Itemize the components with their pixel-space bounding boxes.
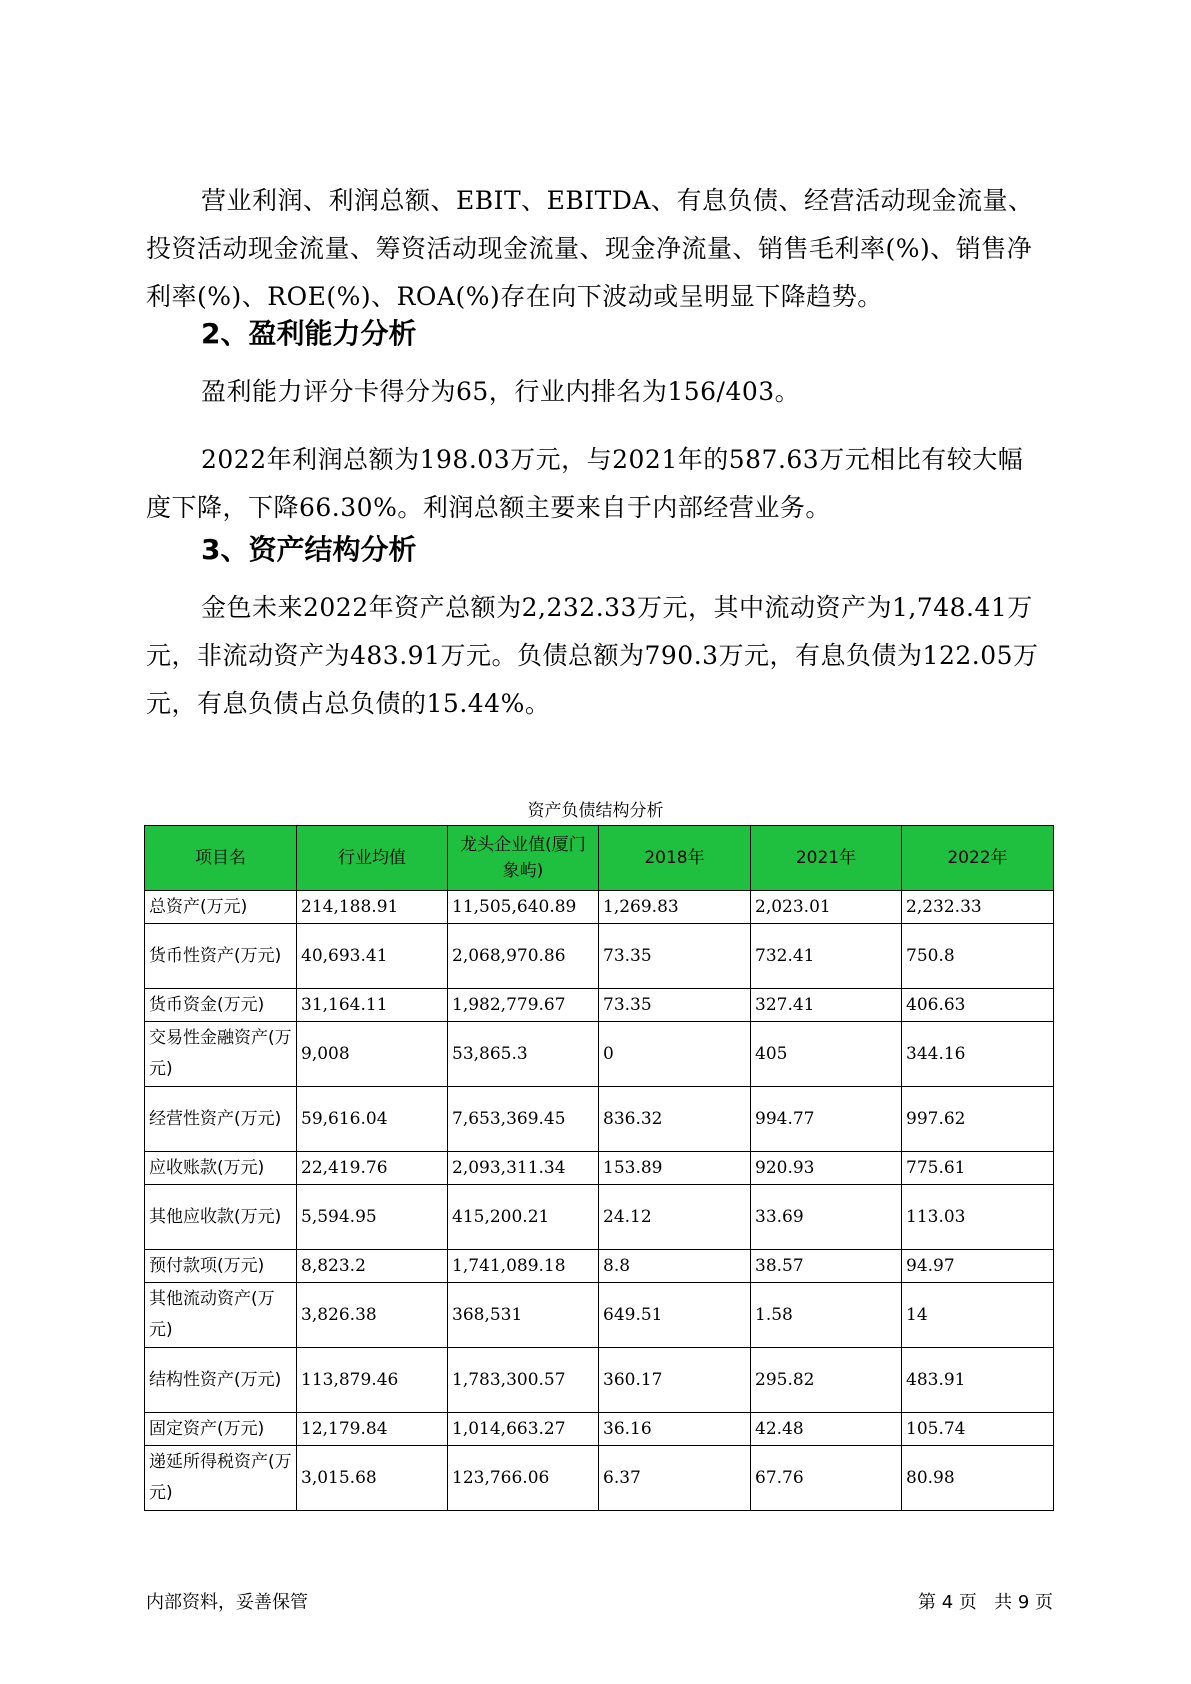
value-cell: 7,653,369.45 (448, 1087, 599, 1152)
table-row (145, 1446, 1054, 1511)
paragraph-profit-score: 盈利能力评分卡得分为65，行业内排名为156/403。 (201, 377, 801, 406)
value-cell: 94.97 (902, 1250, 1054, 1283)
table-row (145, 1152, 1054, 1185)
value-cell: 1,783,300.57 (448, 1348, 599, 1413)
paragraph-profit-total: 2022年利润总额为198.03万元，与2021年的587.63万元相比有较大幅度下降，下降66.30%。利润总额主要来自于内部经营业务。 (146, 445, 1024, 522)
value-cell: 5,594.95 (297, 1185, 448, 1250)
value-cell: 113,879.46 (297, 1348, 448, 1413)
header-2021: 2021年 (751, 826, 902, 891)
value-cell: 80.98 (902, 1446, 1054, 1511)
table-caption: 资产负债结构分析 (527, 801, 664, 821)
value-cell: 1,014,663.27 (448, 1413, 599, 1446)
header-2022: 2022年 (902, 826, 1054, 891)
value-cell: 113.03 (902, 1185, 1054, 1250)
value-cell: 327.41 (751, 989, 902, 1022)
row-label-cell: 其他流动资产(万元) (145, 1283, 297, 1348)
row-label-cell: 交易性金融资产(万元) (145, 1022, 297, 1087)
table-row (145, 989, 1054, 1022)
row-label-cell: 应收账款(万元) (145, 1152, 297, 1185)
row-label-cell: 结构性资产(万元) (145, 1348, 297, 1413)
value-cell: 31,164.11 (297, 989, 448, 1022)
row-label-cell: 固定资产(万元) (145, 1413, 297, 1446)
value-cell: 649.51 (599, 1283, 751, 1348)
value-cell: 123,766.06 (448, 1446, 599, 1511)
value-cell: 360.17 (599, 1348, 751, 1413)
value-cell: 1,741,089.18 (448, 1250, 599, 1283)
table-row (145, 1348, 1054, 1413)
value-cell: 105.74 (902, 1413, 1054, 1446)
value-cell: 24.12 (599, 1185, 751, 1250)
value-cell: 2,023.01 (751, 891, 902, 924)
table-row (145, 924, 1054, 989)
value-cell: 53,865.3 (448, 1022, 599, 1087)
value-cell: 997.62 (902, 1087, 1054, 1152)
value-cell: 8,823.2 (297, 1250, 448, 1283)
value-cell: 40,693.41 (297, 924, 448, 989)
table-row (145, 891, 1054, 924)
value-cell: 42.48 (751, 1413, 902, 1446)
value-cell: 344.16 (902, 1022, 1054, 1087)
table-row (145, 1087, 1054, 1152)
row-label-cell: 预付款项(万元) (145, 1250, 297, 1283)
value-cell: 994.77 (751, 1087, 902, 1152)
value-cell: 750.8 (902, 924, 1054, 989)
value-cell: 2,068,970.86 (448, 924, 599, 989)
value-cell: 920.93 (751, 1152, 902, 1185)
value-cell: 1.58 (751, 1283, 902, 1348)
value-cell: 73.35 (599, 989, 751, 1022)
asset-liability-table (144, 825, 1054, 1511)
value-cell: 59,616.04 (297, 1087, 448, 1152)
paragraph-asset-summary: 金色未来2022年资产总额为2,232.33万元，其中流动资产为1,748.41万元，非流动资产为483.91万元。负债总额为790.3万元，有息负债为122.05万元，有息负债占总负债的15.44%。 (146, 593, 1039, 718)
footer-confidential: 内部资料，妥善保管 (146, 1592, 308, 1613)
value-cell: 368,531 (448, 1283, 599, 1348)
heading-asset-structure: 3、资产结构分析 (201, 533, 417, 566)
value-cell: 33.69 (751, 1185, 902, 1250)
value-cell: 3,826.38 (297, 1283, 448, 1348)
value-cell: 73.35 (599, 924, 751, 989)
value-cell: 214,188.91 (297, 891, 448, 924)
table-row (145, 1250, 1054, 1283)
row-label-cell: 货币资金(万元) (145, 989, 297, 1022)
footer-page-number: 第 4 页 共 9 页 (918, 1592, 1053, 1613)
value-cell: 6.37 (599, 1446, 751, 1511)
value-cell: 12,179.84 (297, 1413, 448, 1446)
value-cell: 14 (902, 1283, 1054, 1348)
value-cell: 406.63 (902, 989, 1054, 1022)
table-row (145, 1185, 1054, 1250)
value-cell: 415,200.21 (448, 1185, 599, 1250)
value-cell: 153.89 (599, 1152, 751, 1185)
table-header-row (145, 826, 1054, 891)
value-cell: 775.61 (902, 1152, 1054, 1185)
value-cell: 1,982,779.67 (448, 989, 599, 1022)
heading-profitability: 2、盈利能力分析 (201, 317, 417, 350)
value-cell: 22,419.76 (297, 1152, 448, 1185)
value-cell: 11,505,640.89 (448, 891, 599, 924)
row-label-cell: 总资产(万元) (145, 891, 297, 924)
value-cell: 295.82 (751, 1348, 902, 1413)
value-cell: 36.16 (599, 1413, 751, 1446)
table-row (145, 1413, 1054, 1446)
value-cell: 0 (599, 1022, 751, 1087)
header-industry-avg: 行业均值 (297, 826, 448, 891)
row-label-cell: 递延所得税资产(万元) (145, 1446, 297, 1511)
row-label-cell: 货币性资产(万元) (145, 924, 297, 989)
value-cell: 1,269.83 (599, 891, 751, 924)
value-cell: 483.91 (902, 1348, 1054, 1413)
value-cell: 2,093,311.34 (448, 1152, 599, 1185)
value-cell: 38.57 (751, 1250, 902, 1283)
value-cell: 405 (751, 1022, 902, 1087)
header-2018: 2018年 (599, 826, 751, 891)
value-cell: 2,232.33 (902, 891, 1054, 924)
value-cell: 67.76 (751, 1446, 902, 1511)
value-cell: 732.41 (751, 924, 902, 989)
table-row (145, 1022, 1054, 1087)
table-row (145, 1283, 1054, 1348)
value-cell: 8.8 (599, 1250, 751, 1283)
row-label-cell: 其他应收款(万元) (145, 1185, 297, 1250)
row-label-cell: 经营性资产(万元) (145, 1087, 297, 1152)
value-cell: 836.32 (599, 1087, 751, 1152)
header-leader: 龙头企业值(厦门象屿) (448, 826, 599, 891)
paragraph-trend: 营业利润、利润总额、EBIT、EBITDA、有息负债、经营活动现金流量、投资活动现金流量、筹资活动现金流量、现金净流量、销售毛利率(%)、销售净利率(%)、ROE(%)、ROA(%)存在向下波动或呈明显下降趋势。 (146, 186, 1034, 311)
value-cell: 9,008 (297, 1022, 448, 1087)
header-item: 项目名 (145, 826, 297, 891)
value-cell: 3,015.68 (297, 1446, 448, 1511)
